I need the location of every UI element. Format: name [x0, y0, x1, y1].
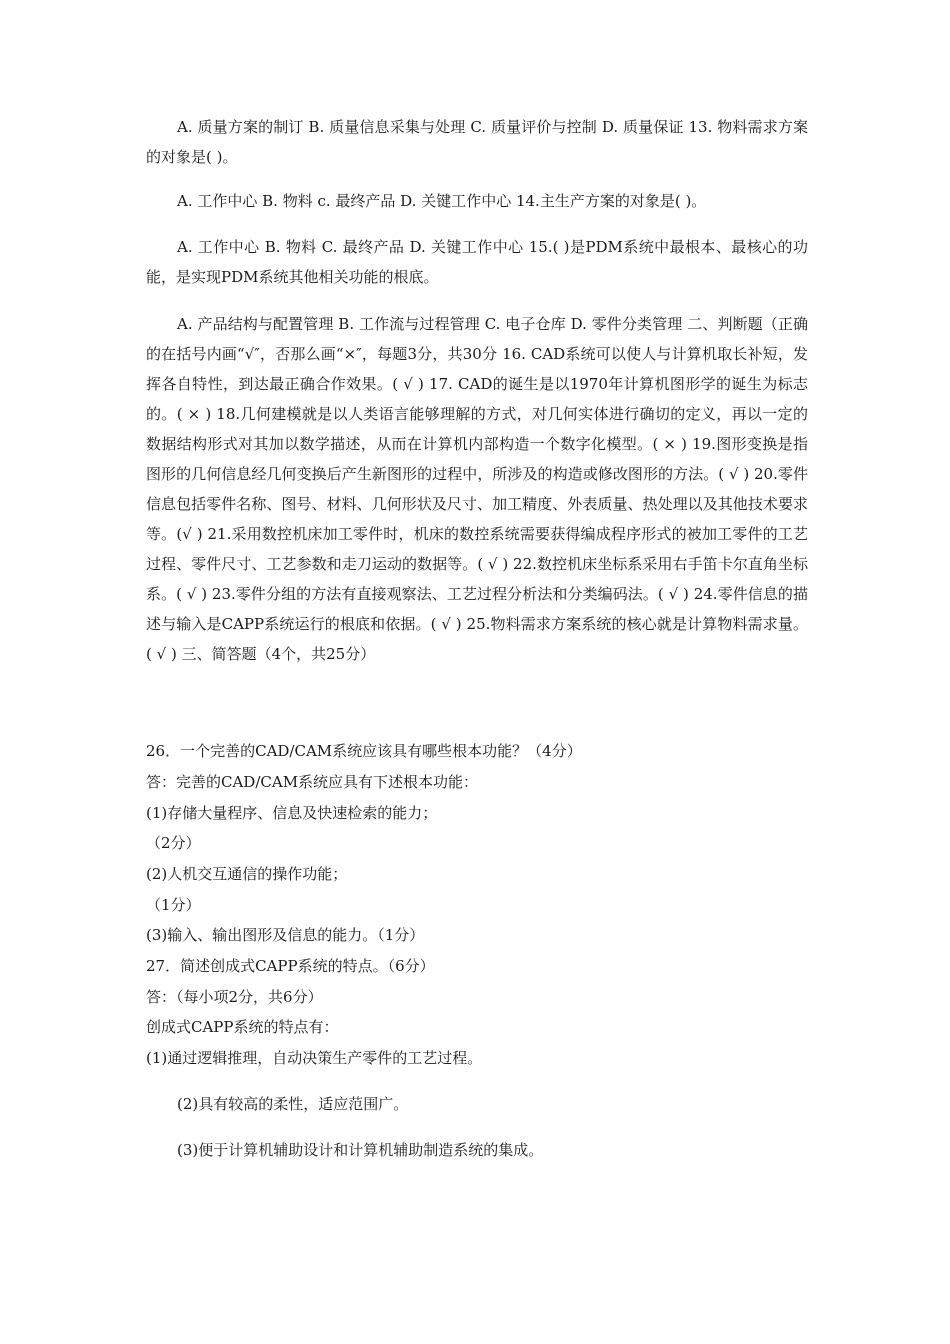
- answer-27-intro: 答：（每小项2分，共6分）: [146, 988, 323, 1006]
- answer-26-item-2: (2)人机交互通信的操作功能；: [146, 865, 348, 883]
- answer-27-heading: 创成式CAPP系统的特点有：: [146, 1018, 339, 1036]
- answer-27-item-1: (1)通过逻辑推理，自动决策生产零件的工艺过程。: [146, 1049, 483, 1067]
- paragraph-true-false-section: A. 产品结构与配置管理 B. 工作流与过程管理 C. 电子仓库 D. 零件分类管理 二、判断题（正确的在括号内画“√″，否那么画“×″，每题3分，共30分 16. CAD系统可以使人与计算机取长补短，发挥各自特性，到达最正确合作效果。( √ ) 17. CAD的诞生是以1970年计算机图形学的诞生为标志的。( × ) 18.几何建模就是以人类语言能够理解的方式，对几何实体进行确切的定义，再以一定的数据结构形式对其加以数学描述，从而在计算机内部构造一个数字化模型。( × ) 19.图形变换是指图形的几何信息经几何变换后产生新图形的过程中，所涉及的构造或修改图形的方法。( √ ) 20.零件信息包括零件名称、图号、材料、几何形状及尺寸、加工精度、外表质量、热处理以及其他技术要求等。(√ ) 21.采用数控机床加工零件时，机床的数控系统需要获得编成程序形式的被加工零件的工艺过程、零件尺寸、工艺参数和走刀运动的数据等。( √ ) 22.数控机床坐标系采用右手笛卡尔直角坐标系。( √ ) 23.零件分组的方法有直接观察法、工艺过程分析法和分类编码法。( √ ) 24.零件信息的描述与输入是CAPP系统运行的根底和依据。( √ ) 25.物料需求方案系统的核心就是计算物料需求量。( √ ) 三、简答题（4个，共25分）: [146, 315, 808, 663]
- question-26: 26．一个完善的CAD/CAM系统应该具有哪些根本功能？（4分）: [146, 742, 582, 760]
- paragraph-q14-options: A. 工作中心 B. 物料 C. 最终产品 D. 关键工作中心 15.( )是PDM系统中最根本、最核心的功能，是实现PDM系统其他相关功能的根底。: [146, 238, 808, 286]
- answer-26-intro: 答：完善的CAD/CAM系统应具有下述根本功能：: [146, 773, 479, 791]
- answer-26-score-1: （2分）: [146, 834, 201, 852]
- answer-27-item-2: (2)具有较高的柔性，适应范围广。: [177, 1095, 409, 1113]
- paragraph-q12-options: A. 质量方案的制订 B. 质量信息采集与处理 C. 质量评价与控制 D. 质量保证 13. 物料需求方案的对象是( )。: [146, 118, 808, 166]
- answer-26-item-3: (3)输入、输出图形及信息的能力。（1分）: [146, 926, 425, 944]
- answer-26-item-1: (1)存储大量程序、信息及快速检索的能力；: [146, 804, 438, 822]
- paragraph-q13-options: A. 工作中心 B. 物料 c. 最终产品 D. 关键工作中心 14.主生产方案的对象是( )。: [177, 192, 707, 210]
- answer-26-score-2: （1分）: [146, 896, 201, 914]
- question-27: 27．简述创成式CAPP系统的特点。（6分）: [146, 957, 435, 975]
- answer-27-item-3: (3)便于计算机辅助设计和计算机辅助制造系统的集成。: [177, 1141, 544, 1159]
